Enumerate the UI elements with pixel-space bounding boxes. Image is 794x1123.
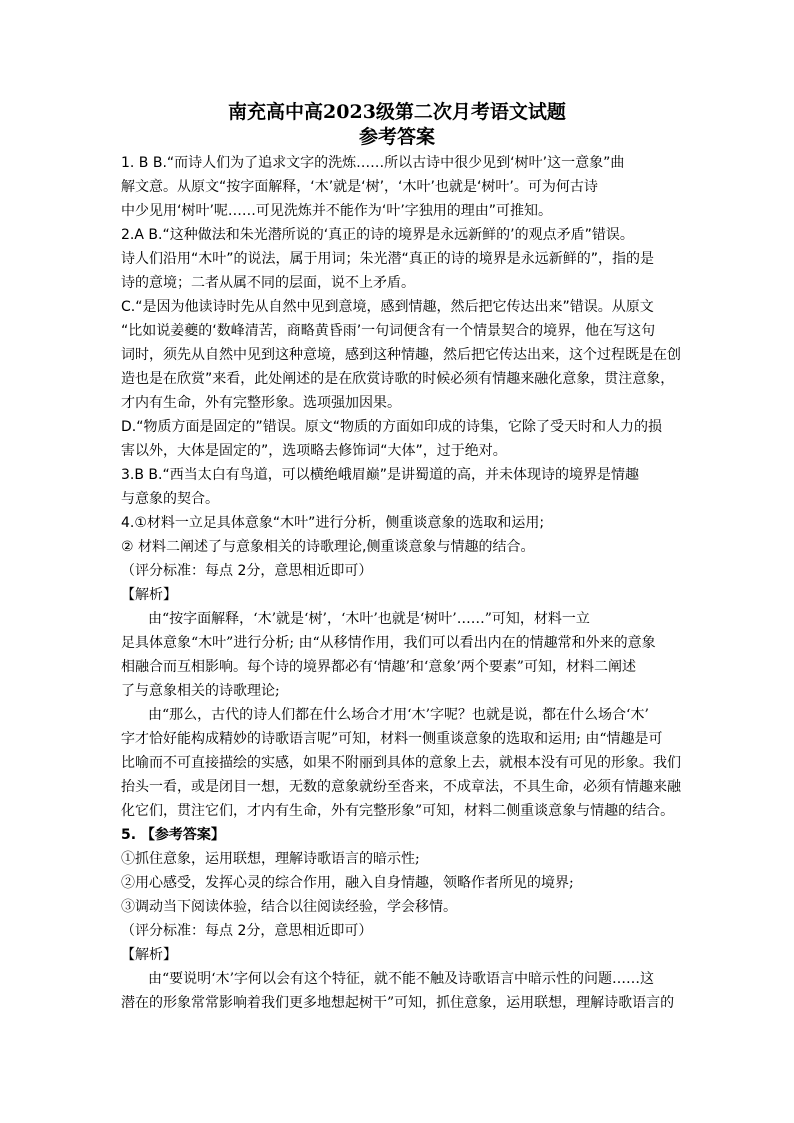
q4-analysis-line: 化它们，贯注它们，才内有生命，外有完整形象”可知，材料二侧重谈意象与情趣的结合。: [121, 803, 675, 819]
q1-line: 1. B B.“而诗人们为了追求文字的洗炼……所以古诗中很少见到‘树叶’这一意象”曲: [121, 155, 625, 171]
q2-line: 2.A B.“这种做法和朱光潜所说的‘真正的诗的境界是永远新鲜的’的观点矛盾”错误。: [121, 227, 634, 243]
q4-analysis-line: 由“按字面解释，‘木’就是‘树’，‘木叶’也就是‘树叶’……”可知，材料一立: [148, 611, 590, 627]
q1-line: 解文意。从原文“按字面解释，‘木’就是‘树’，‘木叶’也就是‘树叶’。可为何古诗: [121, 179, 598, 195]
q4-analysis-line: 相融合而互相影响。每个诗的境界都必有‘情趣’和‘意象’两个要素”可知，材料二阐述: [121, 659, 636, 675]
q4-answer: ② 材料二阐述了与意象相关的诗歌理论,侧重谈意象与情趣的结合。: [121, 539, 535, 555]
q4-analysis-line: 足具体意象“木叶”进行分析; 由“从移情作用，我们可以看出内在的情趣常和外来的意象: [121, 635, 656, 651]
q4-analysis-line: 比喻而不可直接描绘的实感，如果不附丽到具体的意象上去，就根本没有可见的形象。我们: [121, 755, 681, 771]
q5-answer: ①抓住意象，运用联想，理解诗歌语言的暗示性;: [121, 851, 420, 867]
q5-analysis-line: 潜在的形象常常影响着我们更多地想起树干”可知，抓住意象，运用联想，理解诗歌语言的: [121, 995, 675, 1011]
q2-line: 害以外，大体是固定的”，选项略去修饰词“大体”，过于绝对。: [121, 443, 507, 459]
q5-analysis-line: 由“要说明‘木’字何以会有这个特征，就不能不触及诗歌语言中暗示性的问题……这: [148, 971, 655, 987]
q2-line: 造也是在欣赏”来看，此处阐述的是在欣赏诗歌的时候必须有情趣来融化意象，贯注意象，: [121, 371, 675, 387]
q2-line: D.“物质方面是固定的”错误。原文“物质的方面如印成的诗集，它除了受天时和人力的损: [121, 419, 662, 435]
q3-line: 与意象的契合。: [121, 491, 219, 507]
q4-scoring: （评分标准：每点 2分，意思相近即可）: [121, 563, 373, 579]
q2-line: 词时，须先从自然中见到这种意境，感到这种情趣，然后把它传达出来，这个过程既是在创: [121, 347, 681, 363]
document-subtitle: 参考答案: [358, 126, 435, 148]
q2-line: “比如说姜夔的‘数峰清苦，商略黄昏雨’一句词便含有一个情景契合的境界，他在写这句: [121, 323, 656, 339]
q5-answer: ②用心感受，发挥心灵的综合作用，融入自身情趣，领略作者所见的境界;: [121, 875, 574, 891]
q2-line: C.“是因为他读诗时先从自然中见到意境，感到情趣，然后把它传达出来”错误。从原文: [121, 299, 654, 315]
q5-header: 5. 【参考答案】: [121, 827, 225, 843]
q2-line: 才内有生命，外有完整形象。选项强加因果。: [121, 395, 401, 411]
q5-scoring: （评分标准：每点 2分，意思相近即可）: [121, 923, 373, 939]
q5-analysis-label: 【解析】: [121, 947, 177, 963]
q4-analysis-line: 抬头一看，或是闭目一想，无数的意象就纷至沓来，不成章法，不具生命，必须有情趣来融: [121, 779, 681, 795]
q4-analysis-line: 字才恰好能构成精妙的诗歌语言呢”可知，材料一侧重谈意象的选取和运用; 由“情趣是可: [121, 731, 663, 747]
q4-analysis-line: 由“那么，古代的诗人们都在什么场合才用‘木’字呢？也就是说，都在什么场合‘木’: [148, 707, 649, 723]
q4-answer: 4.①材料一立足具体意象“木叶”进行分析，侧重谈意象的选取和运用;: [121, 515, 545, 531]
q5-answer: ③调动当下阅读体验，结合以往阅读经验，学会移情。: [121, 899, 457, 915]
q2-line: 诗的意境；二者从属不同的层面，说不上矛盾。: [121, 275, 415, 291]
q4-analysis-label: 【解析】: [121, 587, 177, 603]
document-title: 南充高中高2023级第二次月考语文试题: [228, 101, 566, 123]
q3-line: 3.B B.“西当太白有鸟道，可以横绝峨眉巅”是讲蜀道的高，并未体现诗的境界是情趣: [121, 467, 639, 483]
q1-line: 中少见用‘树叶’呢……可见洗炼并不能作为‘叶’字独用的理由”可推知。: [121, 203, 553, 219]
q4-analysis-line: 了与意象相关的诗歌理论;: [121, 683, 280, 699]
q2-line: 诗人们沿用“木叶”的说法，属于用词；朱光潜“真正的诗的境界是永远新鲜的”，指的是: [121, 251, 655, 267]
